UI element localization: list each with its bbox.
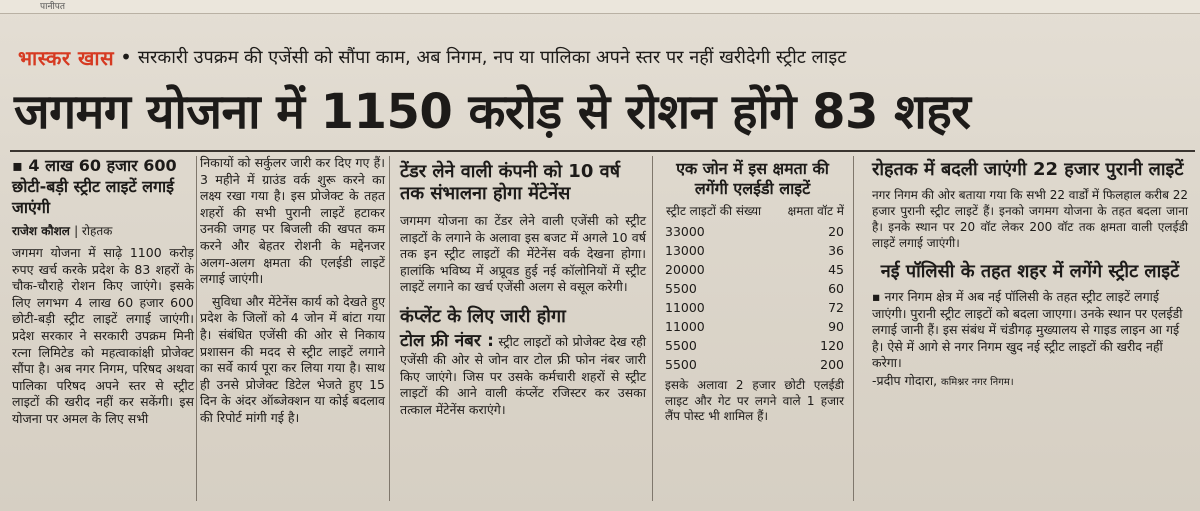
toll-free-label: टोल फ्री नंबर :: [400, 330, 494, 351]
column-2: [200, 155, 385, 427]
table-row: [665, 317, 850, 336]
cell-watt: 72: [828, 300, 844, 315]
table-row: [665, 279, 850, 298]
brand-label: भास्कर खास: [18, 45, 115, 70]
cell-count: 13000: [665, 243, 705, 258]
column-1-body: जगमग योजना में साढ़े 1100 करोड़ रुपए खर्च करके प्रदेश के 83 शहरों के चौक-चौराहे रोशन किए जाएंगे। इसके लिए लगभग 4 लाख 60 हजार 600 छोटी-बड़ी स्ट्रीट लाइटें लगाई जाएंगी। प्रदेश सरकार ने सरकारी उपक्रम मिनी रत्ना लिमिटेड को महत्वाकांक्षी प्रोजेक्ट सौंपा है। अब नगर निगम, परिषद अथवा पालिका परिषद अपने स्तर से स्ट्रीट लाइटों की खरीद नहीं कर सकेंगी। इस योजना पर अमल के लिए सभी: [12, 245, 194, 426]
column-1-subhead: ▪ 4 लाख 60 हजार 600 छोटी-बड़ी स्ट्रीट लाइटें लगाई जाएंगी: [12, 156, 177, 217]
table-row: [665, 355, 850, 374]
signature-role: कमिश्नर नगर निगम।: [941, 376, 1014, 388]
column-3: [392, 155, 650, 418]
table-body: [665, 222, 850, 374]
cell-watt: 200: [820, 357, 844, 372]
table-row: [665, 222, 850, 241]
cell-count: 33000: [665, 224, 705, 239]
column-5-quote: ▪ नगर निगम क्षेत्र में अब नई पॉलिसी के तहत स्ट्रीट लाइटें लगाई जाएंगी। पुरानी स्ट्रीट लाइटों को बदला जाएगा। उनके स्थान पर एलईडी लगाई जानी हैं। इस संबंध में चंडीगढ़ मुख्यालय से गाइड लाइन आ गई है। ऐसे में आगे से नगर निगम खुद नई स्ट्रीट लाइटों की खरीद नहीं करेगा।: [872, 289, 1183, 371]
column-5: [858, 155, 1188, 389]
cell-watt: 45: [828, 262, 844, 277]
signature-name: -प्रदीप गोदारा,: [872, 372, 938, 388]
column-3-heading-1: टेंडर लेने वाली कंपनी को 10 वर्ष तक संभालना होगा मेंटेनेंस: [400, 161, 621, 204]
table-row: [665, 260, 850, 279]
table-header-row: [665, 203, 850, 222]
byline: [12, 222, 194, 239]
column-divider: [389, 156, 390, 501]
column-5-heading-2: नई पॉलिसी के तहत शहर में लगेंगे स्ट्रीट लाइटें: [880, 261, 1180, 282]
column-3-para-2: [400, 330, 646, 418]
column-divider: [853, 156, 854, 501]
column-divider: [196, 156, 197, 501]
column-3-heading-2: कंप्लेंट के लिए जारी होगा: [400, 305, 566, 327]
column-2-para-1: निकायों को सर्कुलर जारी कर दिए गए हैं। 3 महीने में ग्राउंड वर्क शुरू करने का लक्ष्य रखा गया है। इस प्रोजेक्ट के तहत शहरों की सभी पुरानी लाइटें हटाकर उनकी जगह पर बिजली की खपत कम करने और बेहतर रोशनी के मद्देनजर अलग-अलग क्षमता की एलईडी लाइटें लगाई जाएंगी।: [200, 155, 385, 287]
cell-count: 11000: [665, 319, 705, 334]
cell-count: 5500: [665, 357, 697, 372]
column-3-para-1: जगमग योजना का टेंडर लेने वाली एजेंसी को स्ट्रीट लाइटों के लगाने के अलावा इस बजट में अगले 10 वर्ष तक इन स्ट्रीट लाइटों की मेंटेनेंस वर्क देखना होगा। हालांकि भविष्य में अप्रूवड हुई नई कॉलोनियों में स्ट्रीट लाइटें लगाने का खर्च एजेंसी अलग से वसूल करेगी।: [400, 213, 646, 295]
cell-count: 11000: [665, 300, 705, 315]
cell-count: 5500: [665, 281, 697, 296]
kicker-line: [18, 44, 1188, 70]
kicker-bullet: •: [120, 45, 132, 69]
kicker-text: सरकारी उपक्रम की एजेंसी को सौंपा काम, अब निगम, नप या पालिका अपने स्तर पर नहीं खरीदेगी स्ट्रीट लाइट: [137, 47, 847, 68]
cell-watt: 90: [828, 319, 844, 334]
column-5-para-1: नगर निगम की ओर बताया गया कि सभी 22 वार्डों में फिलहाल करीब 22 हजार पुरानी स्ट्रीट लाइटें हैं। इनको जगमग योजना के तहत बदला जाना है। इनके स्थान पर 20 वॉट लेकर 200 वॉट तक क्षमता वाली एलईडी लाइटें लगाई जाएंगी।: [872, 188, 1189, 250]
cell-watt: 60: [828, 281, 844, 296]
th-count: स्ट्रीट लाइटों की संख्या: [666, 204, 762, 218]
cell-count: 5500: [665, 338, 697, 353]
column-divider: [652, 156, 653, 501]
cell-watt: 120: [820, 338, 844, 353]
column-2-para-2: सुविधा और मेंटेनेंस कार्य को देखते हुए प्रदेश के जिलों को 4 जोन में बांटा गया है। संबंधित एजेंसी की ओर से निकाय प्रशासन की मदद से स्ट्रीट लाइटें लगाने का सर्वे कार्य पूरा कर लिया गया है। साथ ही उनसे प्रोजेक्ट डिटेल भेजते हुए 15 दिन के अंदर ऑब्जेक्शन या कोई बदलाव की रिपोर्ट मांगी गई है।: [200, 293, 385, 425]
signature: [872, 372, 1188, 389]
top-strip: पानीपत: [0, 0, 1200, 14]
column-5-heading-1: रोहतक में बदली जाएंगी 22 हजार पुरानी लाइटें: [872, 159, 1184, 180]
th-watt: क्षमता वॉट में: [787, 204, 844, 218]
cell-count: 20000: [665, 262, 705, 277]
column-1: [12, 155, 194, 428]
column-4-footer: इसके अलावा 2 हजार छोटी एलईडी लाइट और गेट पर लगने वाले 1 हजार लैंप पोस्ट भी शामिल हैं।: [665, 378, 844, 423]
column-4: [655, 155, 850, 425]
table-row: [665, 241, 850, 260]
cell-watt: 36: [828, 243, 844, 258]
column-3-para-2-text: स्ट्रीट लाइटों को प्रोजेक्ट देख रही एजेंसी की ओर से जोन वार टोल फ्री फोन नंबर जारी किए जाएंगे। जिस पर उसके कर्मचारी शहरों से स्ट्रीट लाइटों की आने वाली कंप्लेंट रजिस्टर कर उसका तत्काल मेंटेनेंस कराएंगे।: [400, 333, 646, 417]
author-name: राजेश कौशल: [12, 224, 70, 238]
main-headline: जगमग योजना में 1150 करोड़ से रोशन होंगे 83 शहर: [14, 84, 971, 140]
table-row: [665, 336, 850, 355]
cell-watt: 20: [828, 224, 844, 239]
dateline-place: | रोहतक: [74, 224, 113, 238]
headline-rule: [10, 150, 1195, 152]
column-4-heading: एक जोन में इस क्षमता की लगेंगी एलईडी लाइटें: [676, 159, 829, 198]
table-row: [665, 298, 850, 317]
led-capacity-table: [665, 203, 850, 374]
